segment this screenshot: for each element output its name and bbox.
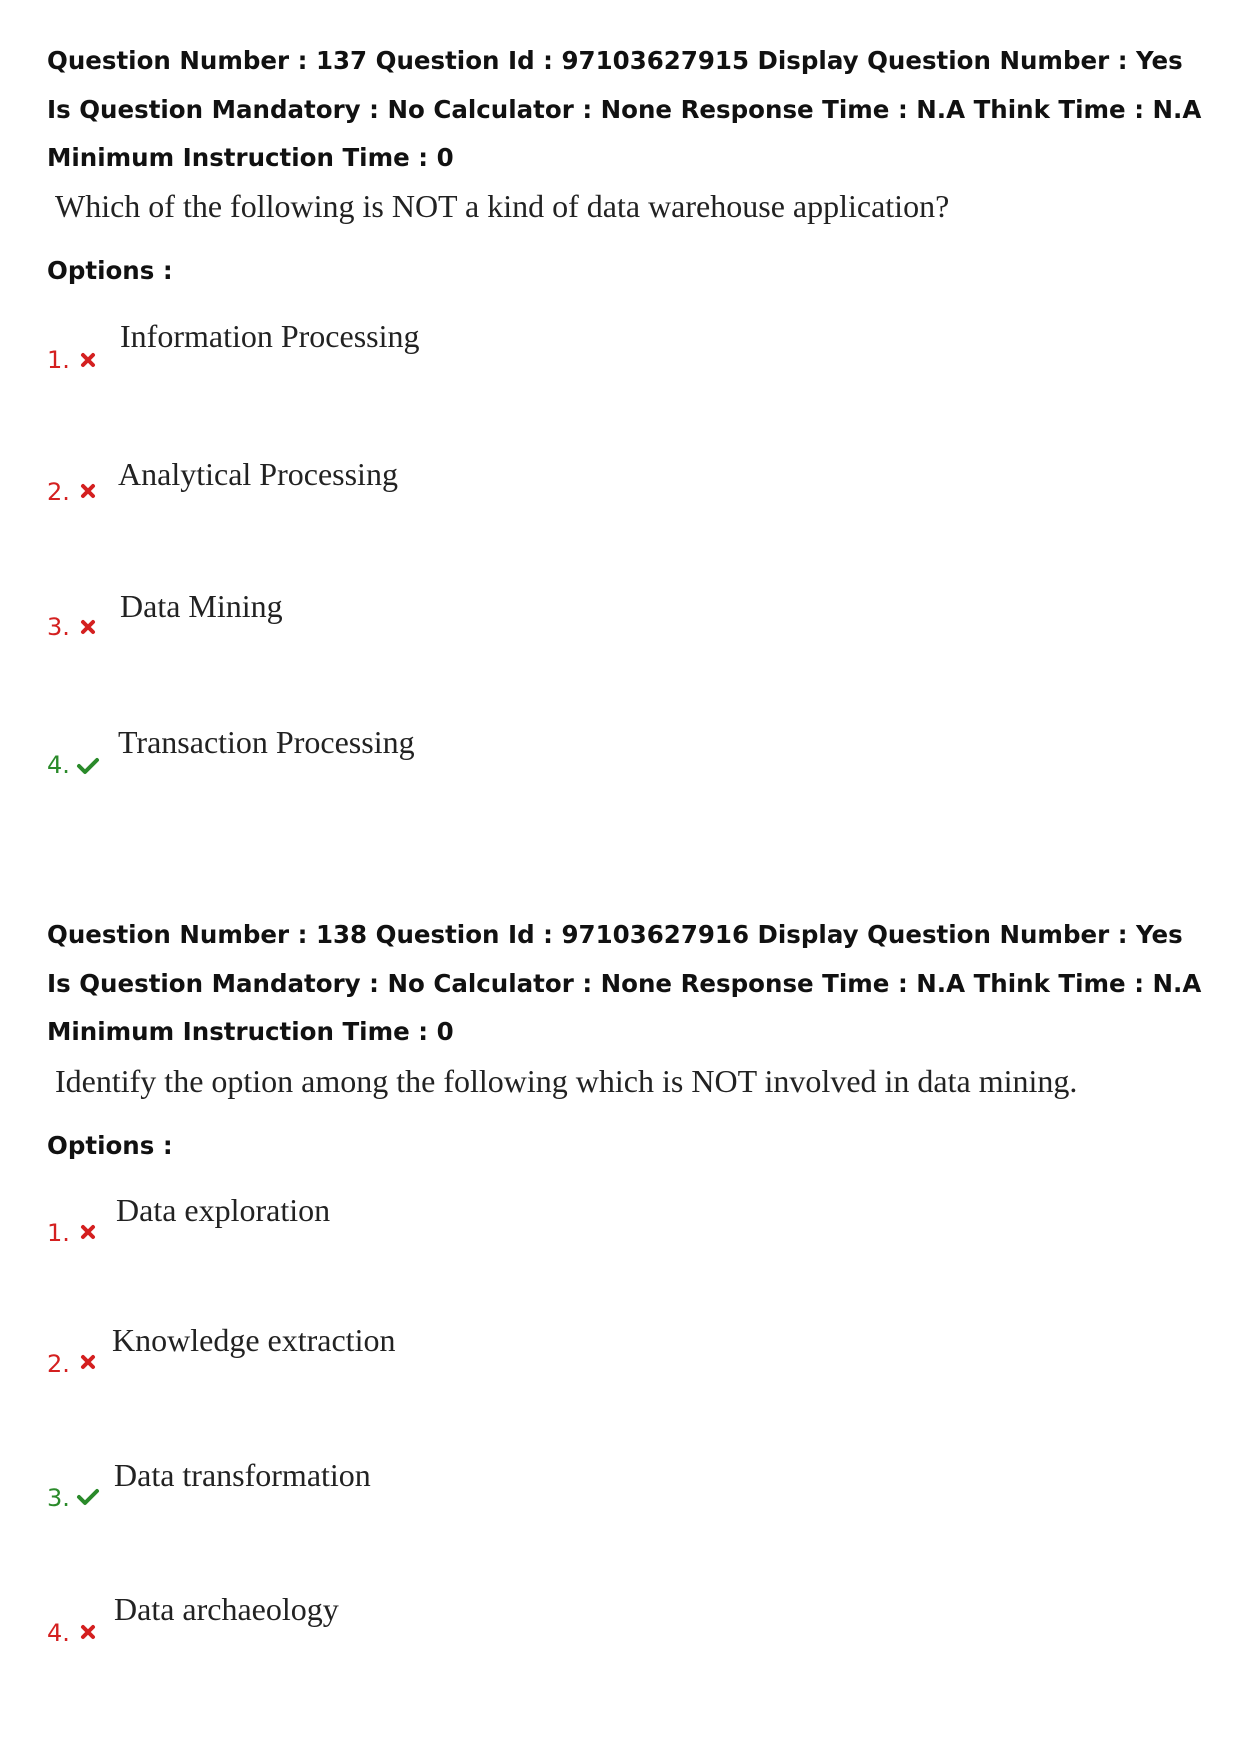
- option-text: Analytical Processing: [118, 456, 398, 492]
- cross-icon: [78, 1222, 98, 1242]
- options-label: Options :: [47, 1131, 173, 1160]
- cross-icon: [78, 350, 98, 370]
- cross-icon: [78, 617, 98, 637]
- question-text: Which of the following is NOT a kind of data warehouse application?: [55, 188, 950, 224]
- cross-icon: [78, 1622, 98, 1642]
- question-meta: Question Number : 137 Question Id : 97103627915 Display Question Number : Yes Is Question Mandatory : No Calculator : None Response Time : N.A Think Time : N.A Minimum Instruction Time : 0: [47, 46, 1202, 172]
- option-text: Data exploration: [116, 1192, 331, 1228]
- question-meta: Question Number : 138 Question Id : 97103627916 Display Question Number : Yes Is Question Mandatory : No Calculator : None Response Time : N.A Think Time : N.A Minimum Instruction Time : 0: [47, 920, 1202, 1046]
- option-number: 1.: [47, 346, 70, 374]
- check-icon: [76, 1487, 100, 1507]
- option-text: Data archaeology: [114, 1591, 339, 1627]
- option-number: 4.: [47, 751, 70, 779]
- option-number: 2.: [47, 1350, 70, 1378]
- option-number: 3.: [47, 613, 70, 641]
- option-number: 2.: [47, 478, 70, 506]
- option-text: Data transformation: [114, 1457, 371, 1493]
- option-text: Knowledge extraction: [112, 1322, 396, 1358]
- cross-icon: [78, 481, 98, 501]
- question-text: Identify the option among the following which is NOT involved in data mining.: [55, 1063, 1078, 1099]
- cross-icon: [78, 1352, 98, 1372]
- check-icon: [76, 756, 100, 776]
- option-text: Information Processing: [120, 318, 420, 354]
- option-text: Transaction Processing: [118, 724, 415, 760]
- option-number: 3.: [47, 1484, 70, 1512]
- option-number: 4.: [47, 1619, 70, 1647]
- options-label: Options :: [47, 256, 173, 285]
- option-number: 1.: [47, 1219, 70, 1247]
- option-text: Data Mining: [120, 588, 283, 624]
